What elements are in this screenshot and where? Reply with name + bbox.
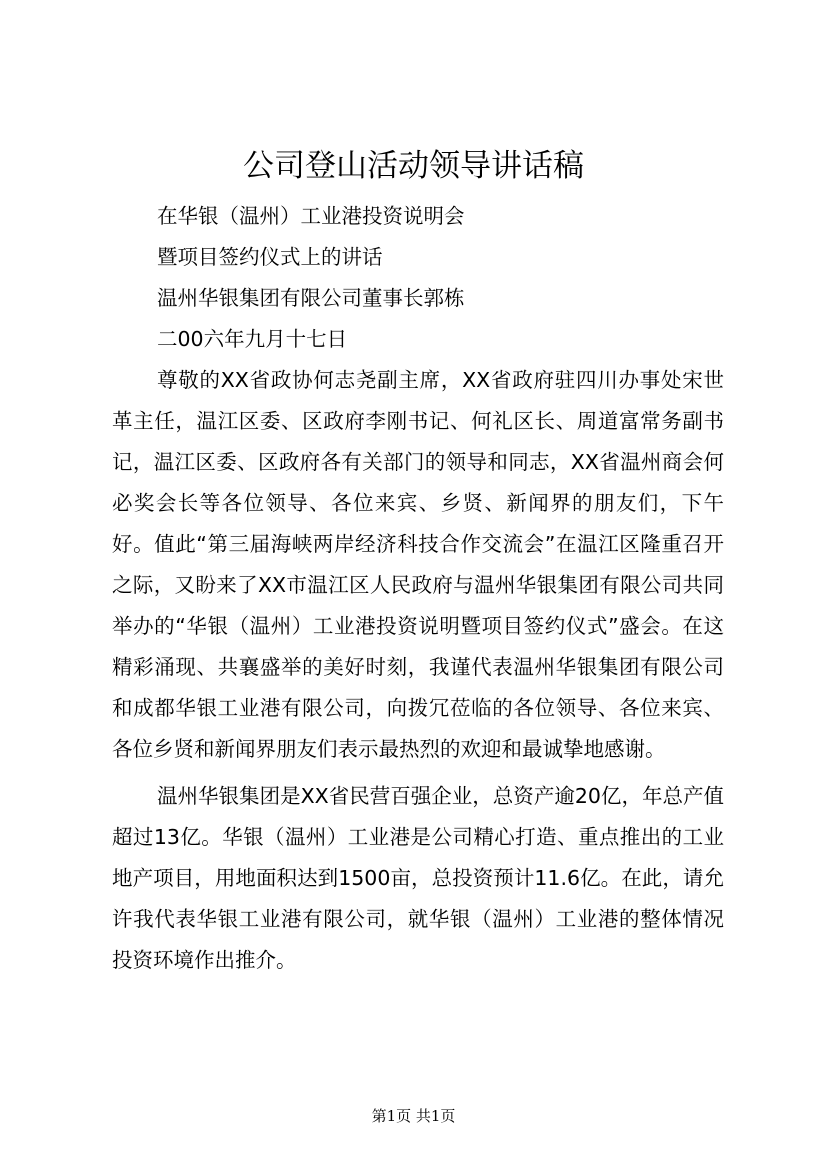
page-footer: 第1页 共1页 [371,1107,456,1125]
document-body [112,196,724,981]
document-title: 公司登山活动领导讲话稿 [243,148,584,184]
paragraph-company-intro: 温州华银集团是XX省民营百强企业，总资产逾20亿，年总产值超过13亿。华银（温州）工业港是公司精心打造、重点推出的工业地产项目，用地面积达到1500亩，总投资预计11.6亿。在此，请允许我代表华银工业港有限公司，就华银（温州）工业港的整体情况投资环境作出推介。 [112,784,724,972]
paragraph-greeting: 尊敬的XX省政协何志尧副主席，XX省政府驻四川办事处宋世革主任，温江区委、区政府李刚书记、何礼区长、周道富常务副书记，温江区委、区政府各有关部门的领导和同志，XX省温州商会何必奖会长等各位领导、各位来宾、乡贤、新闻界的朋友们，下午好。值此“第三届海峡两岸经济科技合作交流会”在温江区隆重召开之际，又盼来了XX市温江区人民政府与温州华银集团有限公司共同举办的“华银（温州）工业港投资说明暨项目签约仪式”盛会。在这精彩涌现、共襄盛举的美好时刻，我谨代表温州华银集团有限公司和成都华银工业港有限公司，向拨冗莅临的各位领导、各位来宾、各位乡贤和新闻界朋友们表示最热烈的欢迎和最诚挚地感谢。 [112,368,724,761]
intro-line-date: 二00六年九月十七日 [157,327,348,351]
intro-line-speaker: 温州华银集团有限公司董事长郭栋 [157,286,465,310]
intro-line-occasion: 暨项目签约仪式上的讲话 [157,245,383,269]
intro-line-venue: 在华银（温州）工业港投资说明会 [157,204,465,228]
